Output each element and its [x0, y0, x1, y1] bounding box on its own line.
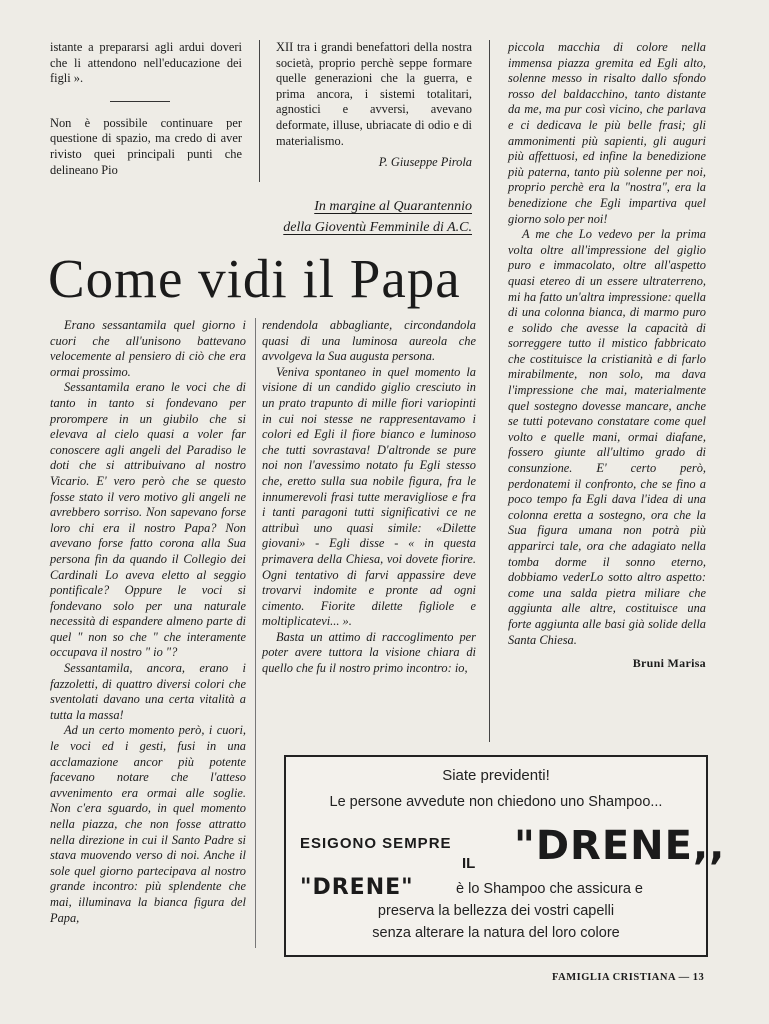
author-signature-bruni: Bruni Marisa: [632, 656, 706, 671]
article-paragraph: Basta un attimo di raccoglimento per poter avere tuttora la visione chiara di quello che fu il nostro primo incontro: io,: [262, 629, 476, 676]
article-paragraph: Sessantamila erano le voci che di tanto in tanto si fondevano per prorompere in un giubilo che si elevava al cielo quasi a voler far conoscere agli angeli del Paradiso le doti che si attribuivano al nostro Vicario. E' vero però che se questo fosse stato il vero motivo gli angeli ne avrebbero sorriso. Non sapevano forse loro chi era il nostro Papa? Non avevano forse fatto corona alla Sua persona fin da quando il Collegio dei Cardinali Lo aveva eletto al seggio pontificale? Oppure le voci si fondevano solo per una naturale necessità di espandere almeno parte di quel " non so che " che interamente occupava il nostro " io "?: [50, 380, 246, 660]
ad-line-2: Le persone avvedute non chiedono uno Shampoo...: [329, 794, 663, 810]
ad-line-6: preserva la bellezza dei vostri capelli: [377, 903, 615, 919]
article-headline: Come vidi il Papa: [48, 248, 461, 309]
article-paragraph: Veniva spontaneo in quel momento la visione di un candido giglio cresciuto in un prato trapunto di mille fiori variopinti in cui noi stesse ne rappresentavamo i colori ed Egli il fiore bianco e luminoso che tutti sovrastava! D'altronde se pure noi non l'avessimo notato fu Egli stesso che, eretto sulla sua nobile figura, fra le innumerevoli frasi tutte meravigliose e fra i tanti paragoni tutti significativi ce ne attribuì uno quasi simile: «Dilette giovani» - Egli disse - « in questa primavera della Chiesa, voi dovete fiorire. Ogni tentativo di farvi appassire deve trovarvi indomite e pronte ad ogni cimento. Fiorite dilette figliole e moltiplicatevi... ».: [262, 364, 476, 629]
ad-drene-brand-small: "DRENE": [300, 875, 414, 900]
ad-line-7: senza alterare la natura del loro colore: [372, 925, 620, 941]
ad-il: IL: [462, 855, 476, 872]
article-paragraph: Erano sessantamila quel giorno i cuori che all'unisono battevano velocemente al pensiero di ciò che era ormai prossimo.: [50, 318, 246, 379]
kicker-line-1: In margine al Quarantennio: [314, 199, 472, 214]
article-column-2: [262, 318, 476, 677]
kicker-line-2: della Gioventù Femminile di A.C.: [283, 220, 472, 235]
top-column-1: [50, 40, 242, 178]
article-paragraph: piccola macchia di colore nella immensa piazza gremita ed Egli alto, solenne messo in risalto dallo sfondo rosso del baldacchino, tanto distante da me, ma pur così vicino, che parlava e ci dedicava le più belle frasi; gli ammonimenti più sapienti, gli auguri più affettuosi, ed infine la benedizione più paterna, tanto più solenne per noi, proprio perchè era la "nostra", era la benedizione che Egli impartiva quel giorno solo per noi!: [508, 40, 706, 226]
top-col1-paragraph-2: Non è possibile continuare per questione di spazio, ma credo di aver rivisto quei principali punti che delineano Pio: [50, 115, 242, 177]
ad-drene-brand-large: "DRENE,,: [514, 823, 726, 869]
article-paragraph: Sessantamila, ancora, erano i fazzoletti, di quattro diversi colori che sventolati davano una certa vitalità a tutta la massa!: [50, 661, 246, 722]
ad-line-5: è lo Shampoo che assicura e: [456, 881, 643, 897]
column-rule-right: [489, 40, 490, 742]
drene-advertisement: [284, 755, 726, 957]
page-footer: FAMIGLIA CRISTIANA — 13: [552, 972, 705, 983]
ad-esigono: ESIGONO SEMPRE: [300, 835, 452, 852]
article-paragraph: A me che Lo vedevo per la prima volta oltre all'impressione del giglio puro e immacolato, oltre all'aspetto quasi etereo di un essere ultraterreno, mi ha fatto un'altra impressione: quella di una colonna bianca, di marmo puro e solido che avesse la capacità di sorreggere tutto il mistico fabbricato che costituisce la cristianità e di farlo mirabilmente, non solo, ma dava l'impressione che mai, materialmente quel sostegno dovesse mancare, anche se tutti potevano constatare come quel volto e quelle mani, ormai diafane, fossero giunte all'ultimo grado di consunzione. E' certo però, perdonatemi il confronto, che se fino a poco tempo fa Egli dava l'idea di una colonna eretta a sostegno, ora che la Sua figura umana non potrà più apparirci tale, ora che adagiato nella tomba dorme il sonno eterno, dobbiamo vederLo sotto altro aspetto: come una salda pietra miliare che aggiunta alle altre, costituisce una forte aggiunta alle basi già solide della Santa Chiesa.: [508, 227, 706, 647]
article-column-3: [508, 40, 706, 672]
ad-line-1: Siate previdenti!: [442, 767, 550, 784]
top-column-2: [276, 40, 472, 171]
top-col2-paragraph: XII tra i grandi benefattori della nostra società, proprio perchè seppe formare quelle generazioni che la guerra, e prima ancora, i sistemi totalitari, agnostici e avversi, avevano deformate, illuse, ubriacate di odio e di materialismo.: [276, 40, 472, 148]
article-kicker: [256, 196, 472, 238]
top-col1-paragraph-1: istante a prepararsi agli ardui doveri che li attendono nell'educazione dei figli ».: [50, 40, 242, 86]
article-paragraph: rendendola abbagliante, circondandola quasi di una luminosa aureola che avvolgeva la Sua augusta persona.: [262, 318, 476, 364]
author-signature-pirola: P. Giuseppe Pirola: [378, 155, 472, 170]
article-column-1: [50, 318, 246, 926]
divider-dash: [110, 101, 170, 102]
column-rule-mid: [255, 318, 256, 948]
column-rule-left: [259, 40, 260, 182]
article-paragraph: Ad un certo momento però, i cuori, le voci ed i gesti, fusi in una acclamazione ancor più potente facevano notare che l'atteso avvenimento era ormai alle soglie. Non c'era sguardo, in quel momento nella piazza, che non fosse attratto nella direzione in cui il Santo Padre si stava muovendo verso di noi. Anche il sole quel giorno partecipava al nostro grande incontro: più splendente che mai, illuminava la bianca figura del Papa,: [50, 723, 246, 925]
